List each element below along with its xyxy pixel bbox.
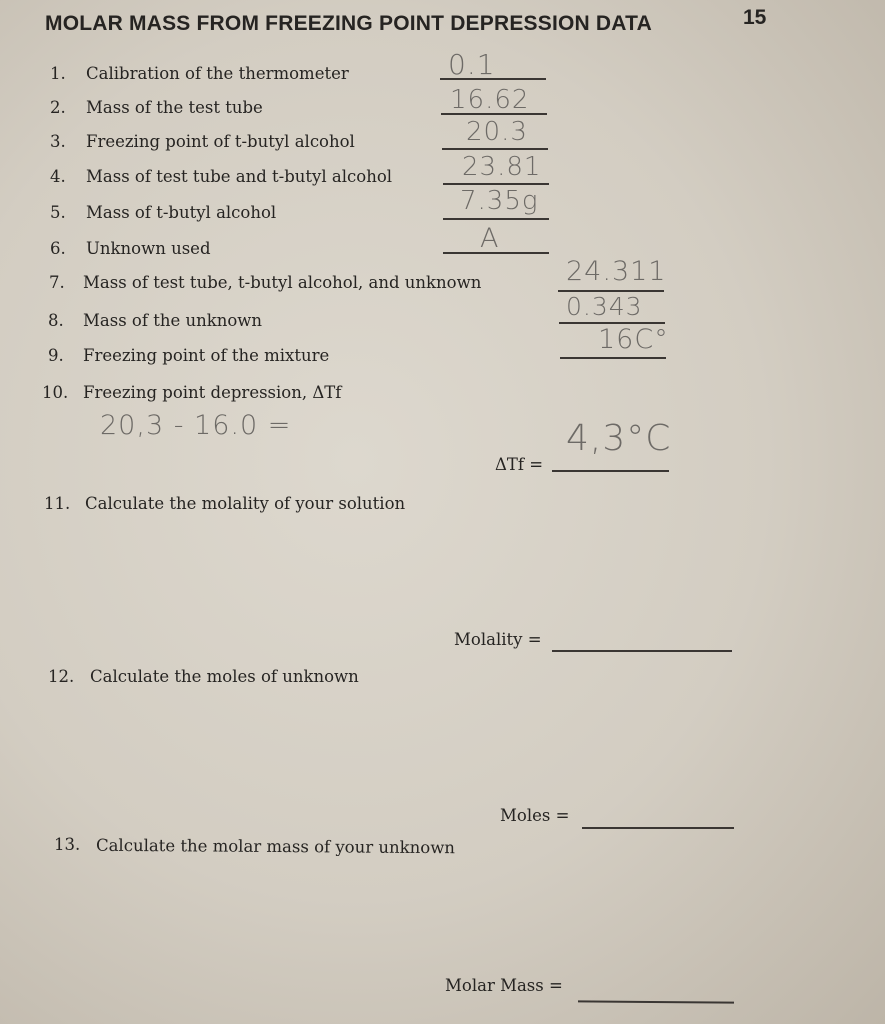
page-number: 15 — [743, 6, 767, 29]
item-label: Mass of test tube and t-butyl alcohol — [86, 167, 393, 186]
handwritten-answer: 24.311 — [566, 256, 667, 287]
item-label: Freezing point of the mixture — [83, 346, 330, 365]
item-number: 13. — [54, 835, 81, 854]
molar-mass-answer-line[interactable] — [578, 1000, 734, 1003]
moles-answer-line[interactable] — [582, 827, 734, 829]
molality-label: Molality = — [454, 630, 542, 649]
item-label: Calibration of the thermometer — [86, 64, 349, 83]
item-label: Mass of t-butyl alcohol — [86, 203, 277, 222]
molar-mass-label: Molar Mass = — [445, 976, 563, 995]
item-label: Freezing point depression, ΔTf — [83, 383, 342, 402]
handwritten-answer: A — [480, 223, 500, 254]
answer-line — [552, 470, 669, 472]
item-label: Calculate the molality of your solution — [85, 494, 406, 513]
handwritten-answer: 7.35g — [460, 186, 539, 216]
item-label: Calculate the moles of unknown — [90, 667, 359, 686]
item-number: 7. — [49, 273, 65, 292]
answer-line — [560, 357, 666, 359]
item-label: Calculate the molar mass of your unknown — [95, 835, 456, 858]
handwritten-answer: 16C° — [598, 324, 669, 355]
handwritten-answer: 0.343 — [566, 292, 643, 321]
item-number: 9. — [48, 346, 64, 365]
answer-line — [443, 183, 549, 185]
item-number: 11. — [44, 494, 71, 513]
answer-line — [442, 148, 548, 150]
moles-label: Moles = — [500, 806, 570, 825]
item-number: 3. — [50, 132, 66, 151]
worksheet-title: MOLAR MASS FROM FREEZING POINT DEPRESSION DATA — [45, 12, 652, 35]
item-label: Freezing point of t-butyl alcohol — [86, 132, 355, 151]
answer-line — [443, 218, 549, 220]
item-label: Unknown used — [86, 239, 211, 258]
item-number: 6. — [50, 239, 66, 258]
item-label: Mass of the test tube — [86, 98, 263, 117]
handwritten-answer: 4,3°C — [566, 418, 672, 459]
item-label: Mass of test tube, t-butyl alcohol, and unknown — [83, 273, 482, 292]
molality-answer-line[interactable] — [552, 650, 732, 652]
item-number: 8. — [48, 311, 64, 330]
item-number: 12. — [48, 667, 75, 686]
handwritten-answer: 0.1 — [448, 48, 496, 81]
handwritten-calculation: 20,3 - 16.0 = — [100, 410, 292, 441]
item-label: Mass of the unknown — [83, 311, 263, 330]
item-number: 10. — [42, 383, 69, 402]
item-number: 2. — [50, 98, 66, 117]
item-number: 5. — [50, 203, 66, 222]
handwritten-answer: 20.3 — [466, 117, 528, 147]
handwritten-answer: 16.62 — [450, 85, 530, 115]
delta-tf-label: ΔTf = — [495, 455, 544, 474]
item-number: 4. — [50, 167, 66, 186]
handwritten-answer: 23.81 — [462, 152, 542, 182]
item-number: 1. — [50, 64, 66, 83]
